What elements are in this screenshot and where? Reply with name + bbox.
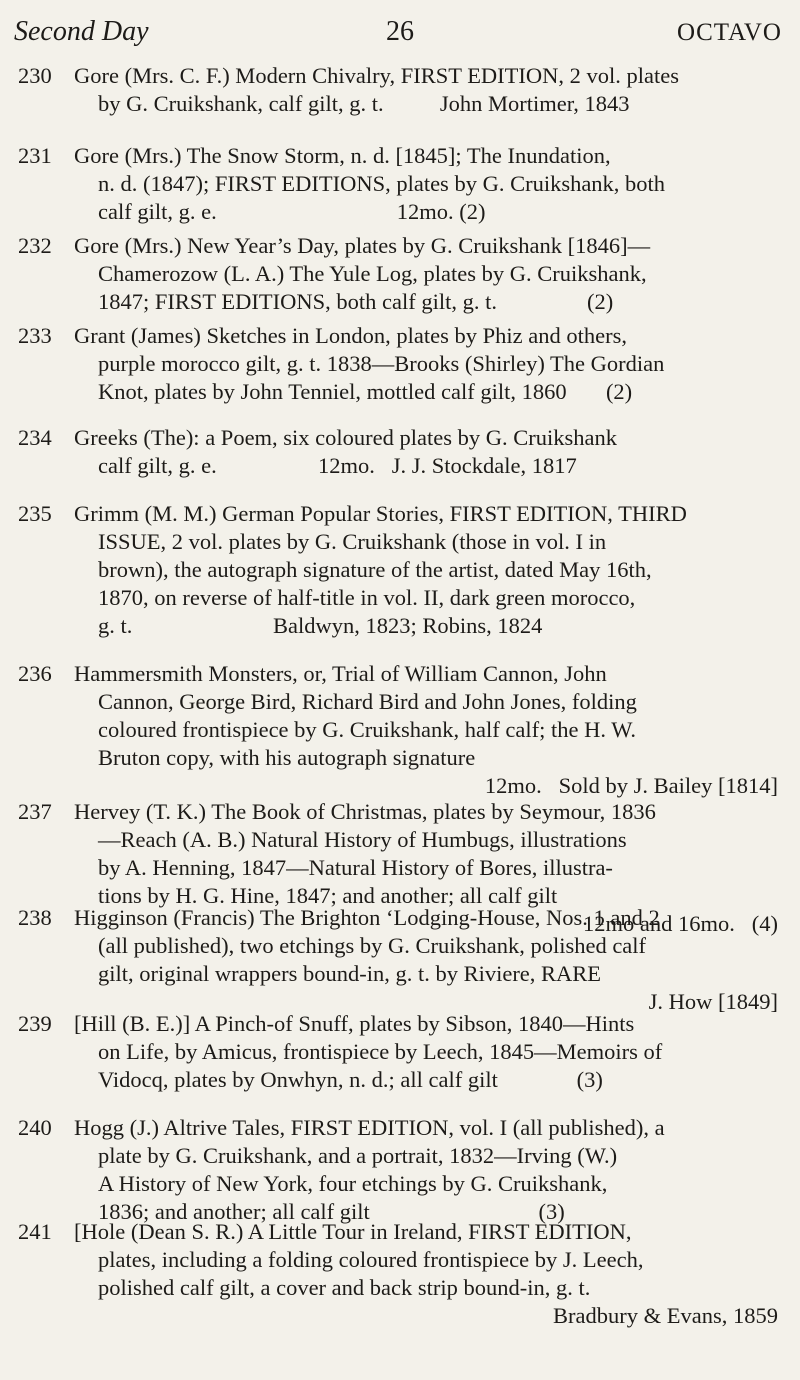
- lot-line: [Hole (Dean S. R.) A Little Tour in Ireland, FIRST EDITION,: [74, 1219, 632, 1244]
- lot-line: by G. Cruikshank, calf gilt, g. t. John Mortimer, 1843: [98, 91, 630, 116]
- lot-line: Higginson (Francis) The Brighton ‘Lodging-House, Nos. 1 and 2: [74, 905, 660, 930]
- lot-description: [74, 232, 778, 316]
- lot-entry: [18, 904, 778, 1016]
- lot-line: J. How [1849]: [648, 989, 778, 1014]
- lot-line: 1847; FIRST EDITIONS, both calf gilt, g. t. (2): [98, 289, 614, 314]
- lot-number: 231: [18, 143, 52, 168]
- lot-line: Hervey (T. K.) The Book of Christmas, plates by Seymour, 1836: [74, 799, 656, 824]
- lot-line: Gore (Mrs.) The Snow Storm, n. d. [1845]; The Inundation,: [74, 143, 611, 168]
- lot-number: 240: [18, 1115, 52, 1140]
- lot-line: brown), the autograph signature of the artist, dated May 16th,: [98, 557, 652, 582]
- lot-line: tions by H. G. Hine, 1847; and another; all calf gilt: [98, 883, 558, 908]
- lot-line: [Hill (B. E.)] A Pinch-of Snuff, plates by Sibson, 1840—Hints: [74, 1011, 635, 1036]
- lot-entry: [18, 424, 778, 480]
- lot-line: Gore (Mrs.) New Year’s Day, plates by G. Cruikshank [1846]—: [74, 233, 651, 258]
- lot-line: Bruton copy, with his autograph signature: [98, 745, 476, 770]
- lot-line: purple morocco gilt, g. t. 1838—Brooks (Shirley) The Gordian: [98, 351, 665, 376]
- page-number: 26: [386, 16, 414, 47]
- lot-line: ISSUE, 2 vol. plates by G. Cruikshank (those in vol. I in: [98, 529, 607, 554]
- lot-number: 236: [18, 661, 52, 686]
- lot-number: 233: [18, 323, 52, 348]
- lot-description: [74, 500, 778, 640]
- lot-line: Knot, plates by John Tenniel, mottled calf gilt, 1860 (2): [98, 379, 633, 404]
- lot-line: Grant (James) Sketches in London, plates by Phiz and others,: [74, 323, 628, 348]
- lot-line: —Reach (A. B.) Natural History of Humbugs, illustrations: [98, 827, 627, 852]
- lot-line: plates, including a folding coloured frontispiece by J. Leech,: [98, 1247, 644, 1272]
- lot-number: 234: [18, 425, 52, 450]
- lot-entry: [18, 1218, 778, 1330]
- lot-line: 1870, on reverse of half-title in vol. II, dark green morocco,: [98, 585, 636, 610]
- lot-line: Chamerozow (L. A.) The Yule Log, plates by G. Cruikshank,: [98, 261, 647, 286]
- lot-description: [74, 1114, 778, 1226]
- lot-description: [74, 62, 778, 118]
- lot-number: 237: [18, 799, 52, 824]
- lot-line: Greeks (The): a Poem, six coloured plates by G. Cruikshank: [74, 425, 617, 450]
- lot-line: plate by G. Cruikshank, and a portrait, 1832—Irving (W.): [98, 1143, 618, 1168]
- lot-description: [74, 322, 778, 406]
- lot-line: Bradbury & Evans, 1859: [553, 1303, 778, 1328]
- lot-line: gilt, original wrappers bound-in, g. t. by Riviere, RARE: [98, 961, 602, 986]
- lot-number: 239: [18, 1011, 52, 1036]
- lot-line: Hogg (J.) Altrive Tales, FIRST EDITION, vol. I (all published), a: [74, 1115, 665, 1140]
- lot-number: 235: [18, 501, 52, 526]
- lot-line: Vidocq, plates by Onwhyn, n. d.; all calf gilt (3): [98, 1067, 603, 1092]
- lot-line: n. d. (1847); FIRST EDITIONS, plates by G. Cruikshank, both: [98, 171, 666, 196]
- lot-entry: [18, 660, 778, 800]
- header-day: Second Day: [14, 16, 149, 47]
- lot-line: calf gilt, g. e. 12mo. J. J. Stockdale, 1817: [98, 453, 577, 478]
- lot-line: by A. Henning, 1847—Natural History of Bores, illustra-: [98, 855, 613, 880]
- lot-entry: [18, 232, 778, 316]
- lot-line: coloured frontispiece by G. Cruikshank, half calf; the H. W.: [98, 717, 636, 742]
- lot-line: 1836; and another; all calf gilt (3): [98, 1199, 565, 1224]
- lot-entry: [18, 1010, 778, 1094]
- lot-line: 12mo and 16mo. (4): [583, 911, 778, 936]
- lot-line: g. t. Baldwyn, 1823; Robins, 1824: [98, 613, 543, 638]
- lot-line: Grimm (M. M.) German Popular Stories, FIRST EDITION, THIRD: [74, 501, 687, 526]
- lot-line: Hammersmith Monsters, or, Trial of William Cannon, John: [74, 661, 607, 686]
- lot-entry: [18, 322, 778, 406]
- lot-entry: [18, 62, 778, 118]
- lot-line: (all published), two etchings by G. Cruikshank, polished calf: [98, 933, 647, 958]
- lot-line: on Life, by Amicus, frontispiece by Leech, 1845—Memoirs of: [98, 1039, 663, 1064]
- lot-description: [74, 904, 778, 1016]
- running-header: [14, 16, 782, 50]
- lot-entry: [18, 1114, 778, 1226]
- lot-line: Gore (Mrs. C. F.) Modern Chivalry, FIRST EDITION, 2 vol. plates: [74, 63, 680, 88]
- lot-description: [74, 660, 778, 800]
- header-section: OCTAVO: [677, 19, 782, 46]
- lot-line: polished calf gilt, a cover and back strip bound-in, g. t.: [98, 1275, 591, 1300]
- lot-line: Cannon, George Bird, Richard Bird and John Jones, folding: [98, 689, 637, 714]
- lot-number: 232: [18, 233, 52, 258]
- lot-number: 241: [18, 1219, 52, 1244]
- lot-entry: [18, 500, 778, 640]
- lot-line: A History of New York, four etchings by G. Cruikshank,: [98, 1171, 608, 1196]
- lot-description: [74, 1010, 778, 1094]
- lot-line: calf gilt, g. e. 12mo. (2): [98, 199, 486, 224]
- lot-description: [74, 1218, 778, 1330]
- lot-entry: [18, 142, 778, 226]
- lot-description: [74, 424, 778, 480]
- lot-number: 238: [18, 905, 52, 930]
- lot-description: [74, 142, 778, 226]
- lot-line: 12mo. Sold by J. Bailey [1814]: [484, 773, 778, 798]
- lot-number: 230: [18, 63, 52, 88]
